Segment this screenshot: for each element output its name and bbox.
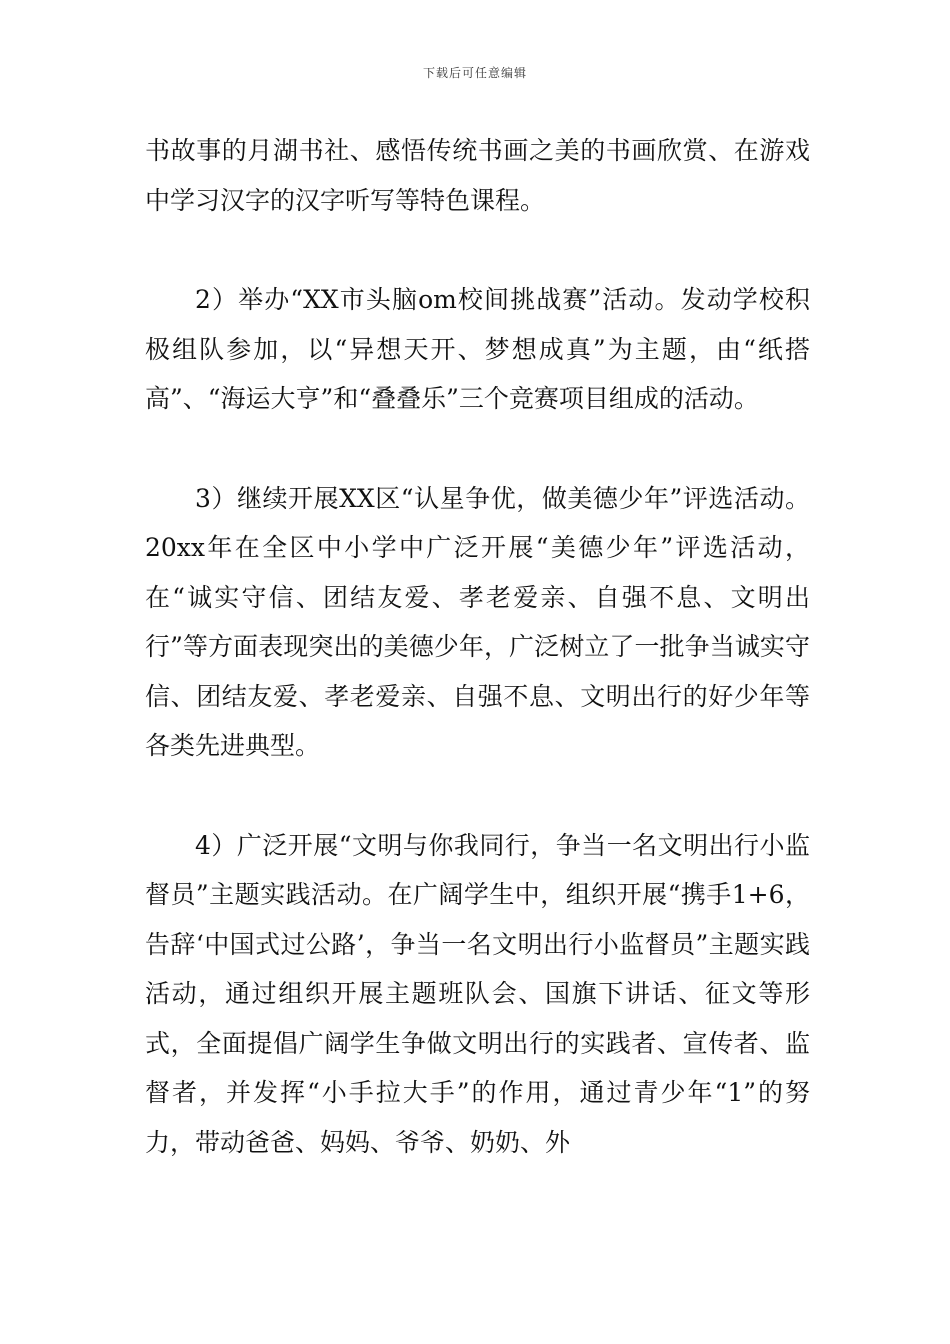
paragraph-item-3: 3）继续开展XX区“认星争优，做美德少年”评选活动。20xx年在全区中小学中广泛开展“美德少年”评选活动，在“诚实守信、团结友爱、孝老爱亲、自强不息、文明出行”等方面表现突出的美德少年，广泛树立了一批争当诚实守信、团结友爱、孝老爱亲、自强不息、文明出行的好少年等各类先进典型。 <box>145 483 810 760</box>
paragraph-gap <box>145 424 810 474</box>
paragraph-gap <box>145 225 810 275</box>
page-header: 下载后可任意编辑 <box>422 66 527 80</box>
paragraph-continued: 书故事的月湖书社、感悟传统书画之美的书画欣赏、在游戏中学习汉字的汉字听写等特色课程。 <box>145 136 810 215</box>
paragraph-item-2: 2）举办“XX市头脑om校间挑战赛”活动。发动学校积极组队参加，以“异想天开、梦想成真”为主题，由“纸搭高”、“海运大亨”和“叠叠乐”三个竞赛项目组成的活动。 <box>145 285 810 413</box>
paragraph-item-4: 4）广泛开展“文明与你我同行，争当一名文明出行小监督员”主题实践活动。在广阔学生中，组织开展“携手1+6，告辞‘中国式过公路’，争当一名文明出行小监督员”主题实践活动，通过组织开展主题班队会、国旗下讲话、征文等形式，全面提倡广阔学生争做文明出行的实践者、宣传者、监督者，并发挥“小手拉大手”的作用，通过青少年“1”的努力，带动爸爸、妈妈、爷爷、奶奶、外 <box>145 830 810 1157</box>
paragraph-gap <box>145 771 810 821</box>
document-body <box>145 126 810 1167</box>
